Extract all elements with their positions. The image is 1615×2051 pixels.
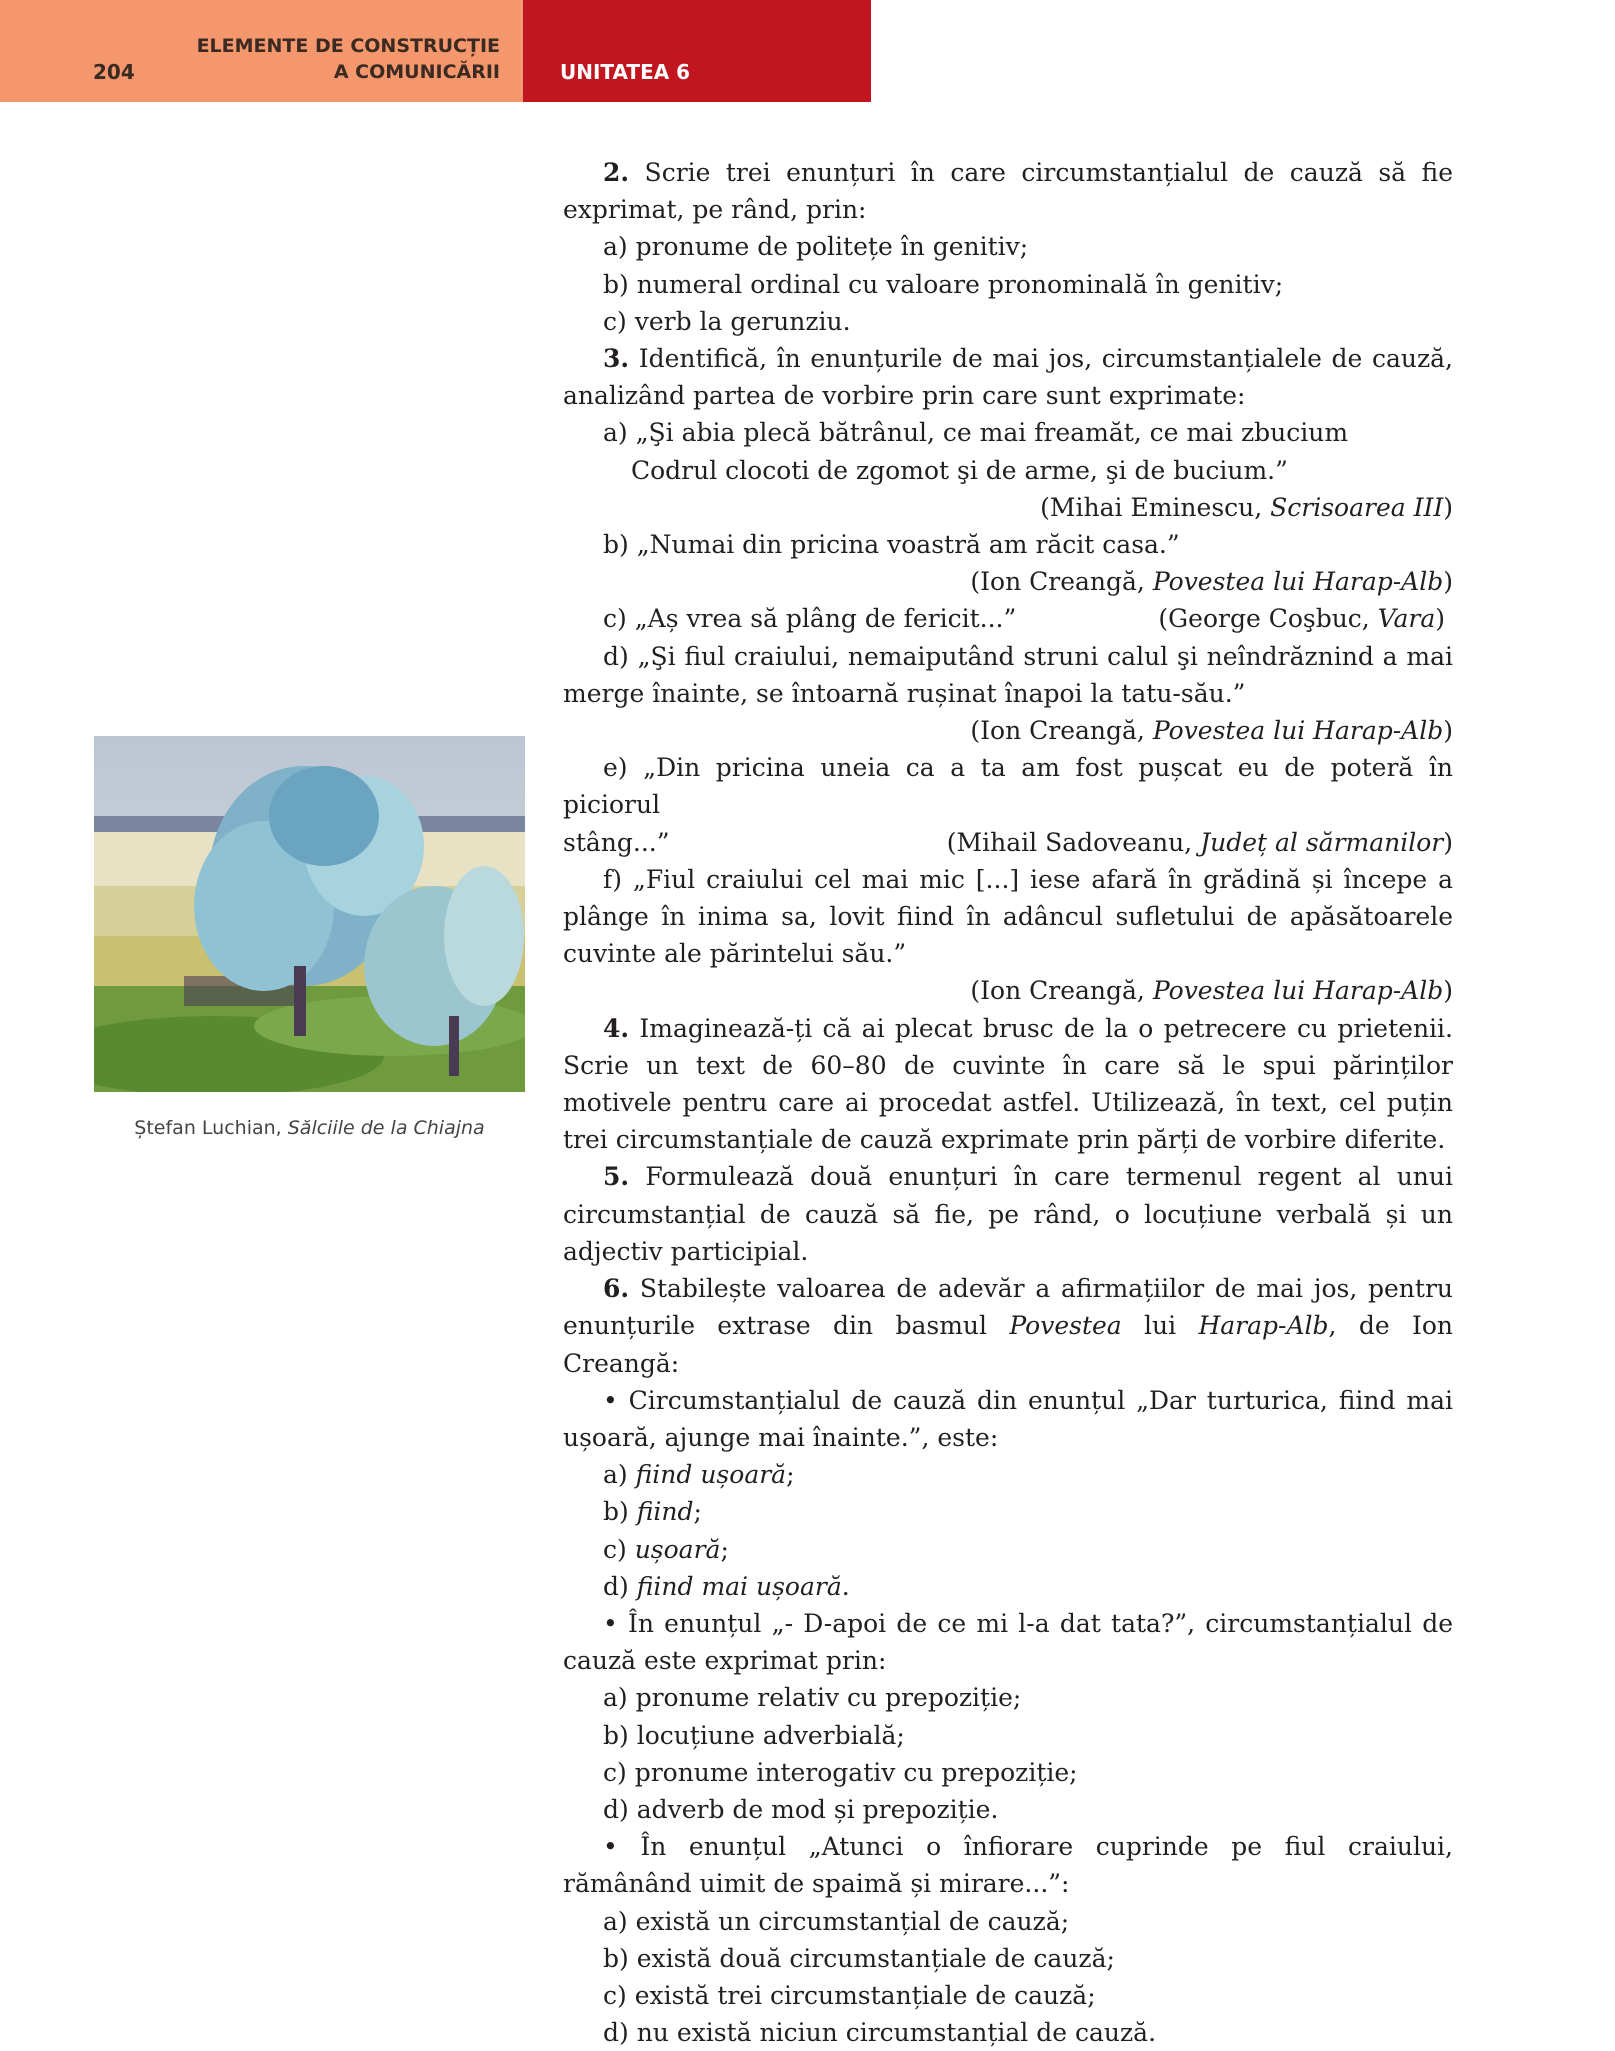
quote-source: (Ion Creangă, Povestea lui Harap-Alb) xyxy=(970,976,1453,1006)
caption-title: Sălciile de la Chiajna xyxy=(287,1117,485,1139)
option: c) există trei circumstanțiale de cauză; xyxy=(603,1980,1096,2010)
exercise-2 xyxy=(563,154,1453,228)
quote-source: (Mihai Eminescu, Scrisoarea III) xyxy=(1040,492,1453,522)
option: d) nu există niciun circumstanțial de cauză. xyxy=(603,2018,1157,2048)
option: b) locuțiune adverbială; xyxy=(603,1720,905,1750)
quote-source: (Ion Creangă, Povestea lui Harap-Alb) xyxy=(970,716,1453,746)
header-band-right xyxy=(523,0,871,102)
bullet-item: • În enunțul „Atunci o înfiorare cuprinde pe fiul craiului, rămânând uimit de spaimă și mirare...”: xyxy=(563,1832,1453,1899)
option: d) fiind mai ușoară. xyxy=(603,1571,850,1601)
exercise-5 xyxy=(563,1158,1453,1270)
source-author: (Ion Creangă, xyxy=(970,567,1153,597)
exercise-text: lui xyxy=(1121,1311,1199,1341)
source-title: Povestea lui Harap-Alb xyxy=(1152,976,1444,1006)
painting-caption xyxy=(94,1117,525,1139)
exercise-text: Stabilește valoarea de adevăr a afirmațiilor de mai jos, pentru enunțurile extrase din basmul xyxy=(563,1274,1453,1341)
source-author: (Mihai Eminescu, xyxy=(1040,492,1271,522)
quote-line: stâng...” xyxy=(563,827,670,857)
quote-line: b) „Numai din pricina voastră am răcit casa.” xyxy=(603,530,1180,560)
option: a) pronume de politețe în genitiv; xyxy=(603,232,1029,262)
exercise-number: 2. xyxy=(603,158,630,187)
source-author: (Ion Creangă, xyxy=(970,976,1153,1006)
quote-row xyxy=(563,600,1453,637)
option: b) fiind; xyxy=(603,1497,702,1527)
quote-line: Codrul clocoti de zgomot şi de arme, şi de bucium.” xyxy=(631,455,1288,485)
bullet-item: • Circumstanțialul de cauză din enunțul „Dar turturica, fiind mai ușoară, ajunge mai înainte.”, este: xyxy=(563,1385,1453,1452)
quote-row xyxy=(563,824,1453,861)
work-title: Harap-Alb xyxy=(1198,1311,1329,1341)
exercise-text: Identifică, în enunțurile de mai jos, circumstanțialele de cauză, analizând partea de vorbire prin care sunt exprimate: xyxy=(563,344,1453,411)
caption-author: Ștefan Luchian, xyxy=(134,1117,288,1139)
exercise-3 xyxy=(563,340,1453,414)
source-title: Povestea lui Harap-Alb xyxy=(1152,716,1444,746)
option: a) fiind ușoară; xyxy=(603,1460,795,1490)
source-author: (Mihail Sadoveanu, xyxy=(946,827,1201,857)
section-title-line2: A COMUNICĂRII xyxy=(333,61,500,83)
section-title-line1: ELEMENTE DE CONSTRUCȚIE xyxy=(196,35,500,57)
source-title: Scrisoarea III xyxy=(1270,492,1444,522)
source-author: (Ion Creangă, xyxy=(970,716,1153,746)
exercise-content xyxy=(563,154,1453,2051)
exercise-4 xyxy=(563,1010,1453,1159)
quote-line: e) „Din pricina uneia ca a ta am fost pușcat eu de poteră în piciorul xyxy=(563,753,1453,820)
source-title: Povestea lui Harap-Alb xyxy=(1152,567,1444,597)
exercise-6 xyxy=(563,1270,1453,1382)
exercise-number: 4. xyxy=(603,1013,630,1043)
option: a) există un circumstanțial de cauză; xyxy=(603,1906,1070,1936)
quote-line: f) „Fiul craiului cel mai mic [...] iese afară în grădină și începe a plânge în inima sa, lovit fiind în adâncul sufletului de apăsătoarele cuvinte ale părintelui său.” xyxy=(563,864,1453,969)
option: b) numeral ordinal cu valoare pronominală în genitiv; xyxy=(603,269,1284,299)
exercise-number: 5. xyxy=(603,1162,630,1192)
quote-line: a) „Şi abia plecă bătrânul, ce mai freamăt, ce mai zbucium xyxy=(603,418,1349,448)
source-title: Județ al sărmanilor xyxy=(1200,827,1444,857)
exercise-text: Imaginează-ți că ai plecat brusc de la o petrecere cu prietenii. Scrie un text de 60–80 de cuvinte în care să le spui părinților motivele pentru care ai procedat astfel. Utilizează, în text, cel puțin trei circumstanțiale de cauză exprimate prin părți de vorbire diferite. xyxy=(563,1013,1453,1155)
option: d) adverb de mod și prepoziție. xyxy=(603,1794,999,1824)
exercise-number: 3. xyxy=(603,344,630,374)
source-title: Vara xyxy=(1377,604,1436,634)
bullet-item: • În enunțul „- D-apoi de ce mi l-a dat tata?”, circumstanțialul de cauză este exprimat prin: xyxy=(563,1608,1453,1676)
page-number: 204 xyxy=(93,60,135,84)
painting-image xyxy=(94,736,525,1092)
quote-source: (George Coşbuc, Vara) xyxy=(1158,604,1445,634)
quote-line: c) „Aș vrea să plâng de fericit...” xyxy=(603,604,1017,634)
option: b) există două circumstanțiale de cauză; xyxy=(603,1943,1115,1973)
option: c) verb la gerunziu. xyxy=(603,306,851,336)
quote-line: d) „Şi fiul craiului, nemaiputând struni calul şi neîndrăznind a mai merge înainte, se întoarnă rușinat înapoi la tatu-său.” xyxy=(563,641,1453,708)
quote-source: (Mihail Sadoveanu, Județ al sărmanilor) xyxy=(946,827,1453,857)
exercise-text: , de Ion Creangă: xyxy=(563,1311,1453,1378)
quote-source: (Ion Creangă, Povestea lui Harap-Alb) xyxy=(970,567,1453,597)
section-title xyxy=(197,33,500,85)
exercise-text: Scrie trei enunțuri în care circumstanțialul de cauză să fie exprimat, pe rând, prin: xyxy=(563,158,1453,225)
unit-label: UNITATEA 6 xyxy=(560,60,691,84)
source-author: (George Coşbuc, xyxy=(1158,604,1378,634)
exercise-text: Formulează două enunțuri în care termenul regent al unui circumstanțial de cauză să fie, pe rând, o locuțiune verbală și un adjectiv participial. xyxy=(563,1162,1453,1266)
option: a) pronume relativ cu prepoziție; xyxy=(603,1683,1022,1713)
option: c) pronume interogativ cu prepoziție; xyxy=(603,1757,1078,1787)
option: c) ușoară; xyxy=(603,1534,729,1564)
exercise-number: 6. xyxy=(603,1274,630,1304)
work-title: Povestea xyxy=(1009,1311,1122,1341)
